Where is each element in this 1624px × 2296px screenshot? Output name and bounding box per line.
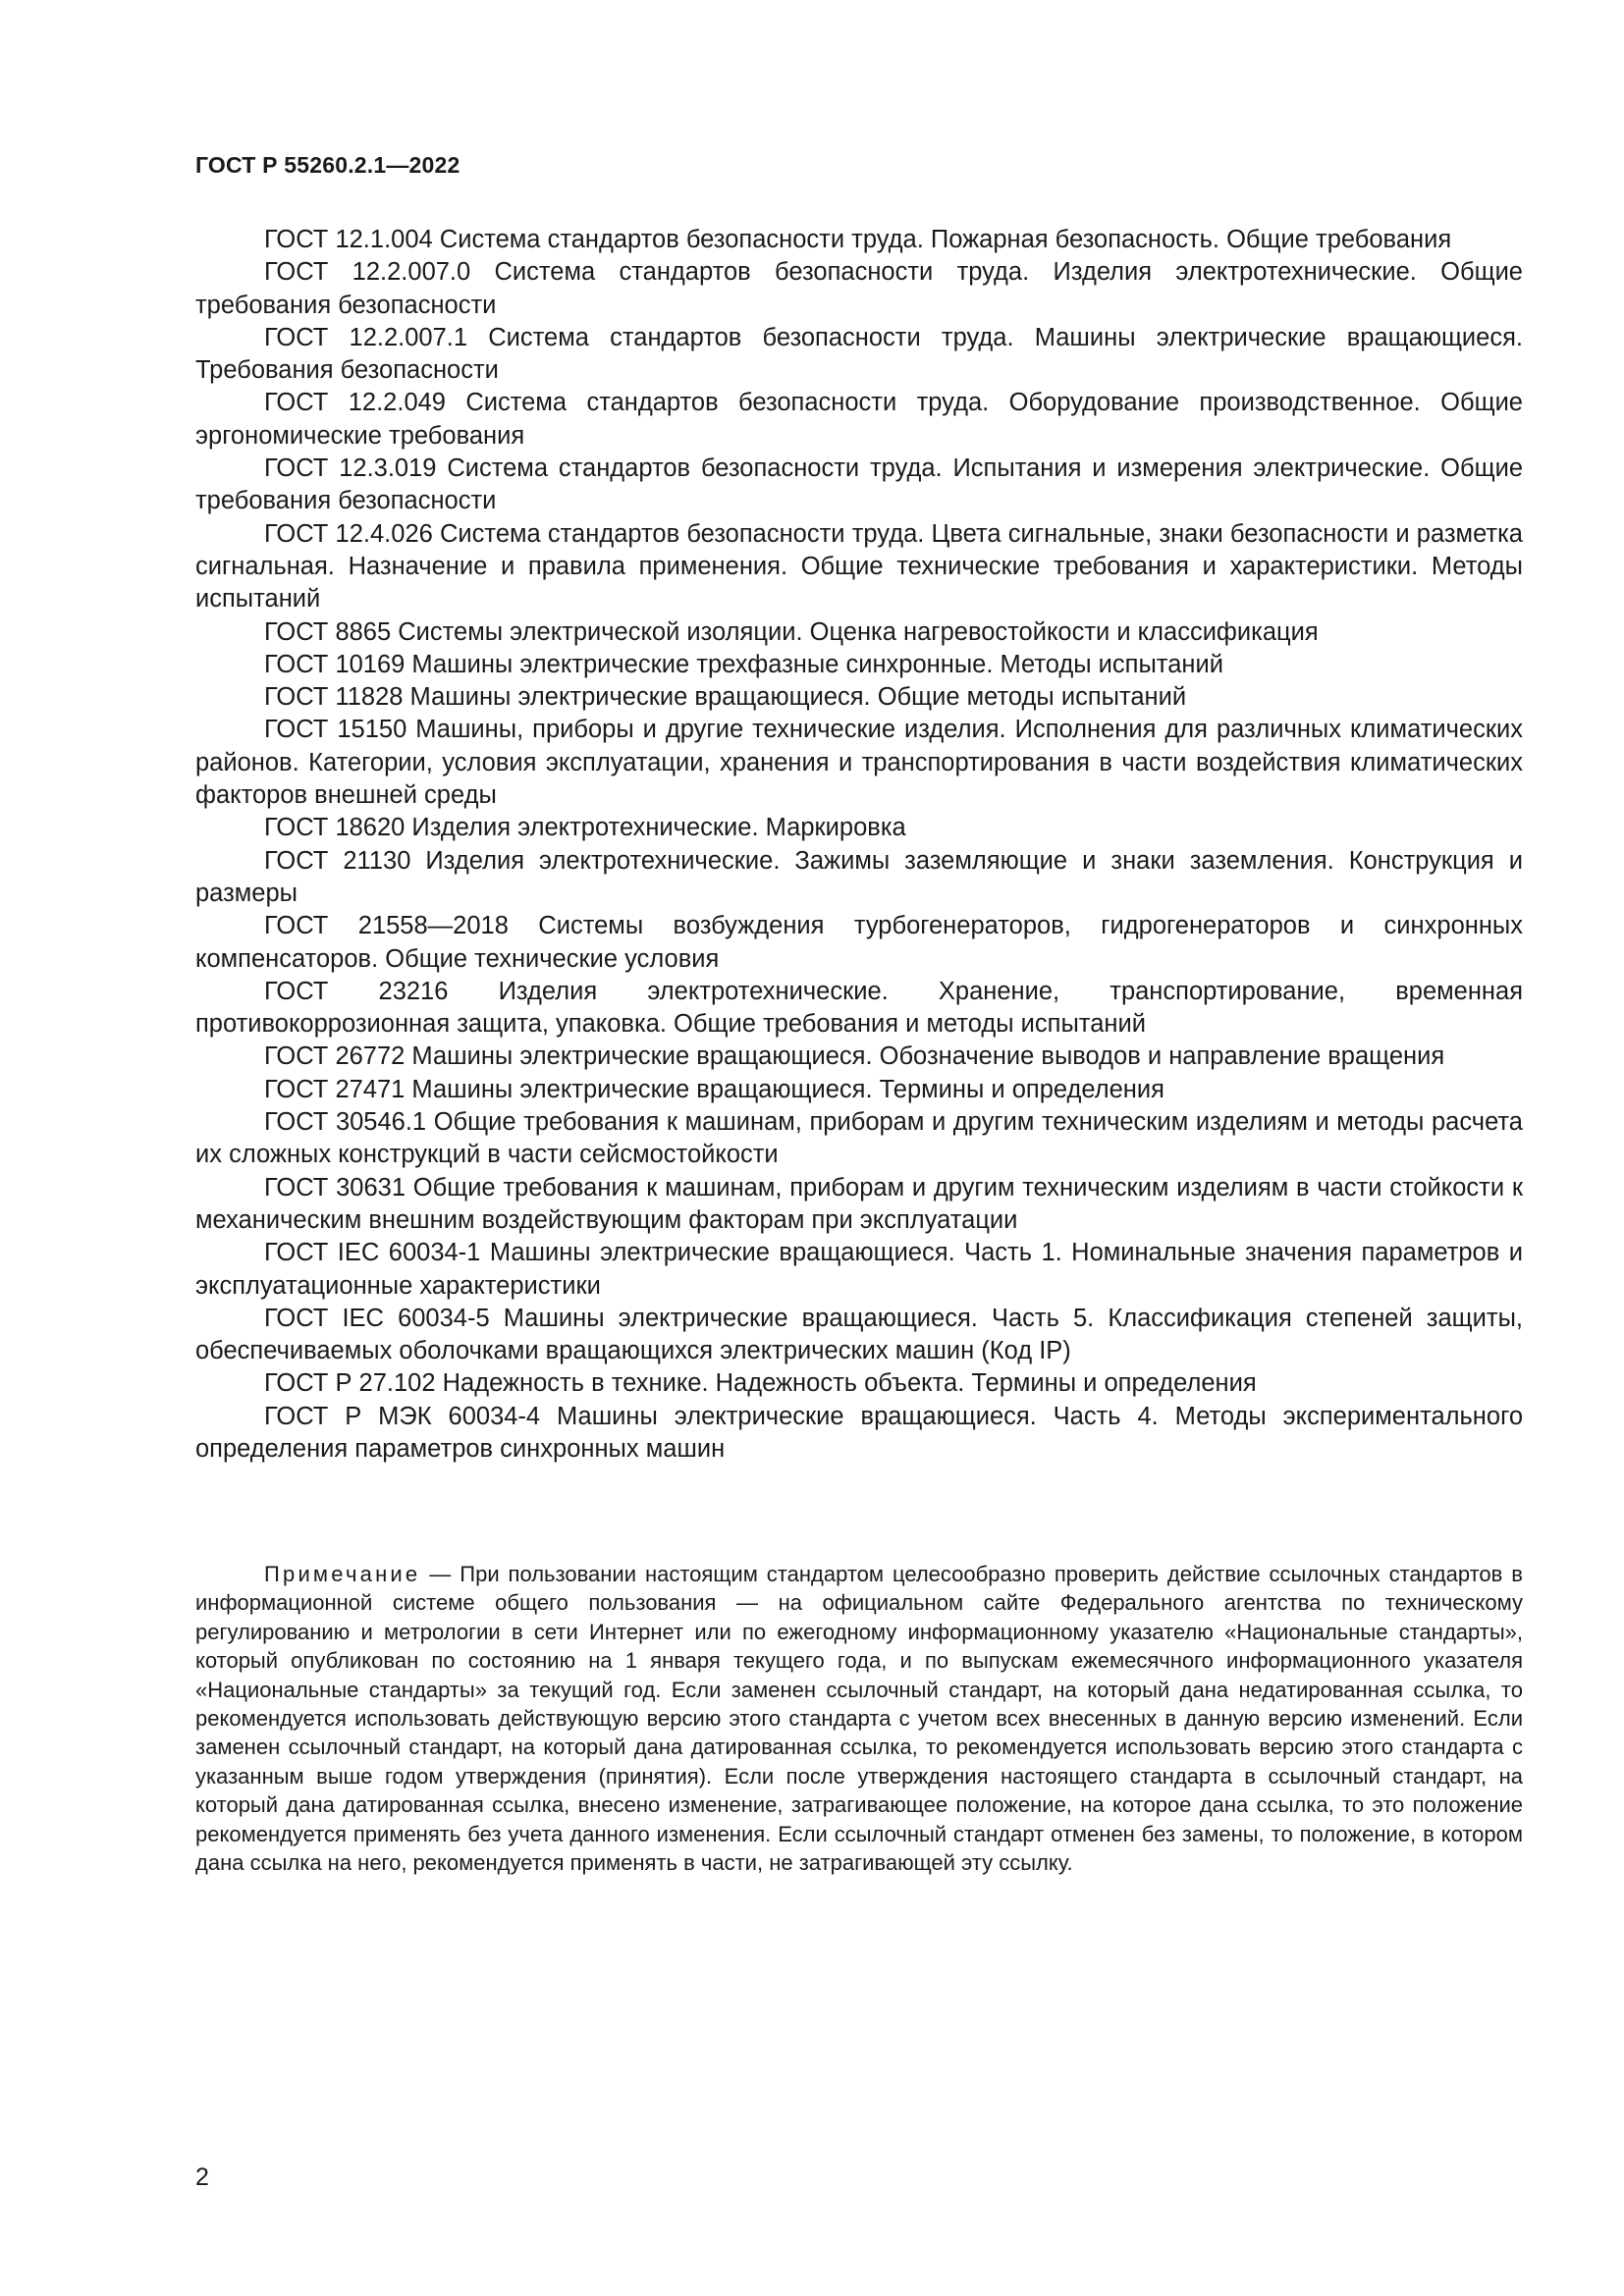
reference-item: ГОСТ 30546.1 Общие требования к машинам, приборам и другим техническим изделиям и методы расчета их сложных конструкций в части сейсмостойкости: [195, 1108, 1523, 1169]
reference-item: ГОСТ 12.4.026 Система стандартов безопасности труда. Цвета сигнальные, знаки безопасности и разметка сигнальная. Назначение и правила применения. Общие технические требования и характеристики. Методы испытаний: [195, 519, 1523, 614]
reference-item: ГОСТ 23216 Изделия электротехнические. Хранение, транспортирование, временная противокоррозионная защита, упаковка. Общие требования и методы испытаний: [195, 977, 1523, 1039]
reference-item: ГОСТ 12.2.049 Система стандартов безопасности труда. Оборудование производственное. Общие эргономические требования: [195, 389, 1523, 450]
reference-item: ГОСТ 27471 Машины электрические вращающиеся. Термины и определения: [264, 1075, 1164, 1103]
normative-references-list: [195, 224, 1523, 1466]
reference-item: ГОСТ 12.1.004 Система стандартов безопасности труда. Пожарная безопасность. Общие требования: [264, 226, 1452, 253]
reference-item: ГОСТ 18620 Изделия электротехнические. Маркировка: [264, 814, 906, 842]
reference-item: ГОСТ 15150 Машины, приборы и другие технические изделия. Исполнения для различных климатических районов. Категории, условия эксплуатации, хранения и транспортирования в части воздействия климатических факторов внешней среды: [195, 716, 1523, 810]
reference-item: ГОСТ IEC 60034-1 Машины электрические вращающиеся. Часть 1. Номинальные значения параметров и эксплуатационные характеристики: [195, 1239, 1523, 1300]
note-text: При пользовании настоящим стандартом целесообразно проверить действие ссылочных стандартов в информационной системе общего пользования — на официальном сайте Федерального агентства по техническому регулированию и метрологии в сети Интернет или по ежегодному информационному указателю «Национальные стандарты», который опубликован по состоянию на 1 января текущего года, и по выпускам ежемесячного информационного указателя «Национальные стандарты» за текущий год. Если заменен ссылочный стандарт, на который дана недатированная ссылка, то рекомендуется использовать действующую версию этого стандарта с учетом всех внесенных в данную версию изменений. Если заменен ссылочный стандарт, на который дана датированная ссылка, то рекомендуется использовать версию этого стандарта с указанным выше годом утверждения (принятия). Если после утверждения настоящего стандарта в ссылочный стандарт, на который дана датированная ссылка, внесено изменение, затрагивающее положение, на которое дана ссылка, то это положение рекомендуется применять без учета данного изменения. Если ссылочный стандарт отменен без замены, то положение, в котором дана ссылка на него, рекомендуется применять в части, не затрагивающей эту ссылку.: [195, 1562, 1523, 1876]
reference-item: ГОСТ 12.2.007.0 Система стандартов безопасности труда. Изделия электротехнические. Общие требования безопасности: [195, 258, 1523, 319]
reference-item: ГОСТ 11828 Машины электрические вращающиеся. Общие методы испытаний: [264, 683, 1187, 712]
reference-item: ГОСТ 12.2.007.1 Система стандартов безопасности труда. Машины электрические вращающиеся. Требования безопасности: [195, 323, 1523, 385]
reference-item: ГОСТ Р 27.102 Надежность в технике. Надежность объекта. Термины и определения: [264, 1369, 1257, 1398]
reference-item: ГОСТ 12.3.019 Система стандартов безопасности труда. Испытания и измерения электрические. Общие требования безопасности: [195, 454, 1523, 515]
document-code-header: ГОСТ Р 55260.2.1—2022: [195, 152, 460, 178]
reference-item: ГОСТ IEC 60034-5 Машины электрические вращающиеся. Часть 5. Классификация степеней защиты, обеспечиваемых оболочками вращающихся электрических машин (Код IP): [195, 1304, 1523, 1365]
reference-item: ГОСТ 8865 Системы электрической изоляции. Оценка нагревостойкости и классификация: [264, 617, 1319, 646]
reference-item: ГОСТ 10169 Машины электрические трехфазные синхронные. Методы испытаний: [264, 650, 1223, 678]
note-dash: —: [420, 1562, 460, 1586]
reference-item: ГОСТ 21130 Изделия электротехнические. Зажимы заземляющие и знаки заземления. Конструкция и размеры: [195, 846, 1523, 907]
reference-item: ГОСТ 21558—2018 Системы возбуждения турбогенераторов, гидрогенераторов и синхронных компенсаторов. Общие технические условия: [195, 912, 1523, 973]
reference-item: ГОСТ 26772 Машины электрические вращающиеся. Обозначение выводов и направление вращения: [264, 1042, 1445, 1071]
page-number: 2: [195, 2163, 209, 2191]
note-paragraph: [195, 1560, 1523, 1877]
note-label: Примечание: [264, 1562, 421, 1586]
reference-item: ГОСТ Р МЭК 60034-4 Машины электрические вращающиеся. Часть 4. Методы экспериментального определения параметров синхронных машин: [195, 1402, 1523, 1463]
reference-item: ГОСТ 30631 Общие требования к машинам, приборам и другим техническим изделиям в части стойкости к механическим внешним воздействующим факторам при эксплуатации: [195, 1173, 1523, 1234]
